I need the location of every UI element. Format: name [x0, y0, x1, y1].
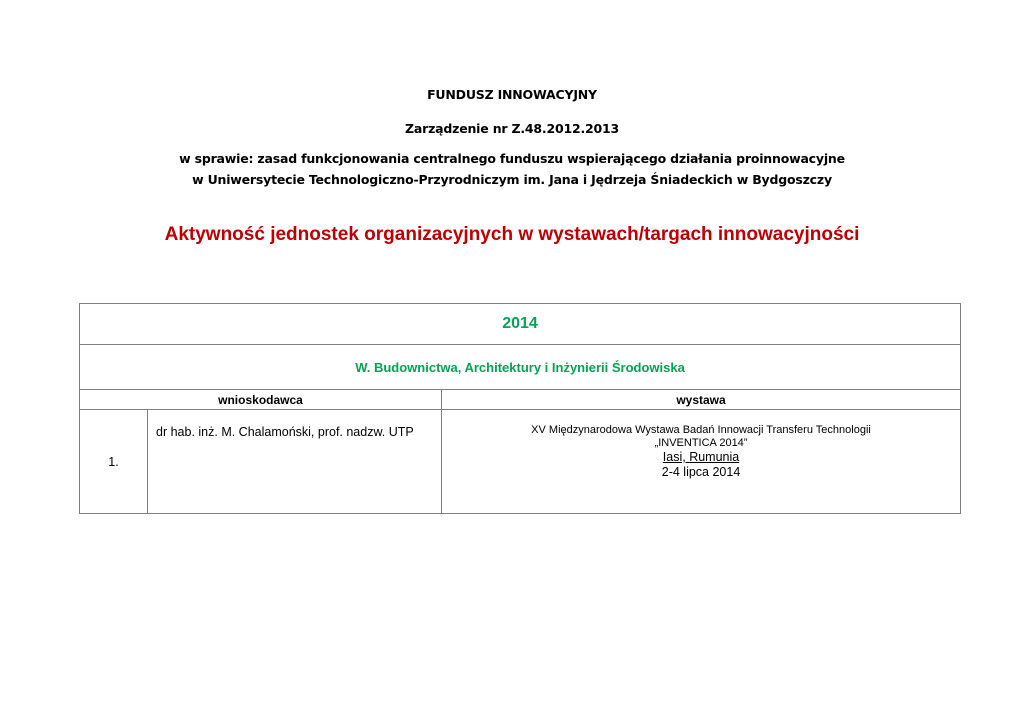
exhibition-place: Iasi, Rumunia [662, 450, 740, 464]
applicant-column-header: wnioskodawca [80, 390, 442, 410]
activity-table [79, 303, 961, 514]
row-number: 1. [80, 410, 148, 514]
faculty-cell: W. Budownictwa, Architektury i Inżynierii Środowiska [80, 345, 961, 390]
subject-line-1: w sprawie: zasad funkcjonowania centralnego funduszu wspierającego działania proinnowacyjne [179, 151, 845, 166]
year-row [80, 304, 961, 345]
exhibition-event: „INVENTICA 2014” [654, 437, 748, 449]
subject-line-2: w Uniwersytecie Technologiczno-Przyrodniczym im. Jana i Jędrzeja Śniadeckich w Bydgoszczy [192, 172, 832, 187]
column-header-row [80, 390, 961, 410]
order-heading: Zarządzenie nr Z.48.2012.2013 [405, 121, 619, 136]
exhibition-column-header: wystawa [442, 390, 961, 410]
year-cell: 2014 [80, 304, 961, 345]
table-row [80, 410, 961, 514]
faculty-row [80, 345, 961, 390]
applicant-cell: dr hab. inż. M. Chalamoński, prof. nadzw. UTP [148, 410, 442, 514]
document-title: Aktywność jednostek organizacyjnych w wystawach/targach innowacyjności [164, 224, 860, 245]
exhibition-name: XV Międzynarodowa Wystawa Badań Innowacji Transferu Technologii [531, 424, 871, 436]
fund-heading: FUNDUSZ INNOWACYJNY [427, 87, 597, 102]
exhibition-cell [442, 410, 961, 514]
exhibition-date: 2-4 lipca 2014 [661, 465, 741, 479]
